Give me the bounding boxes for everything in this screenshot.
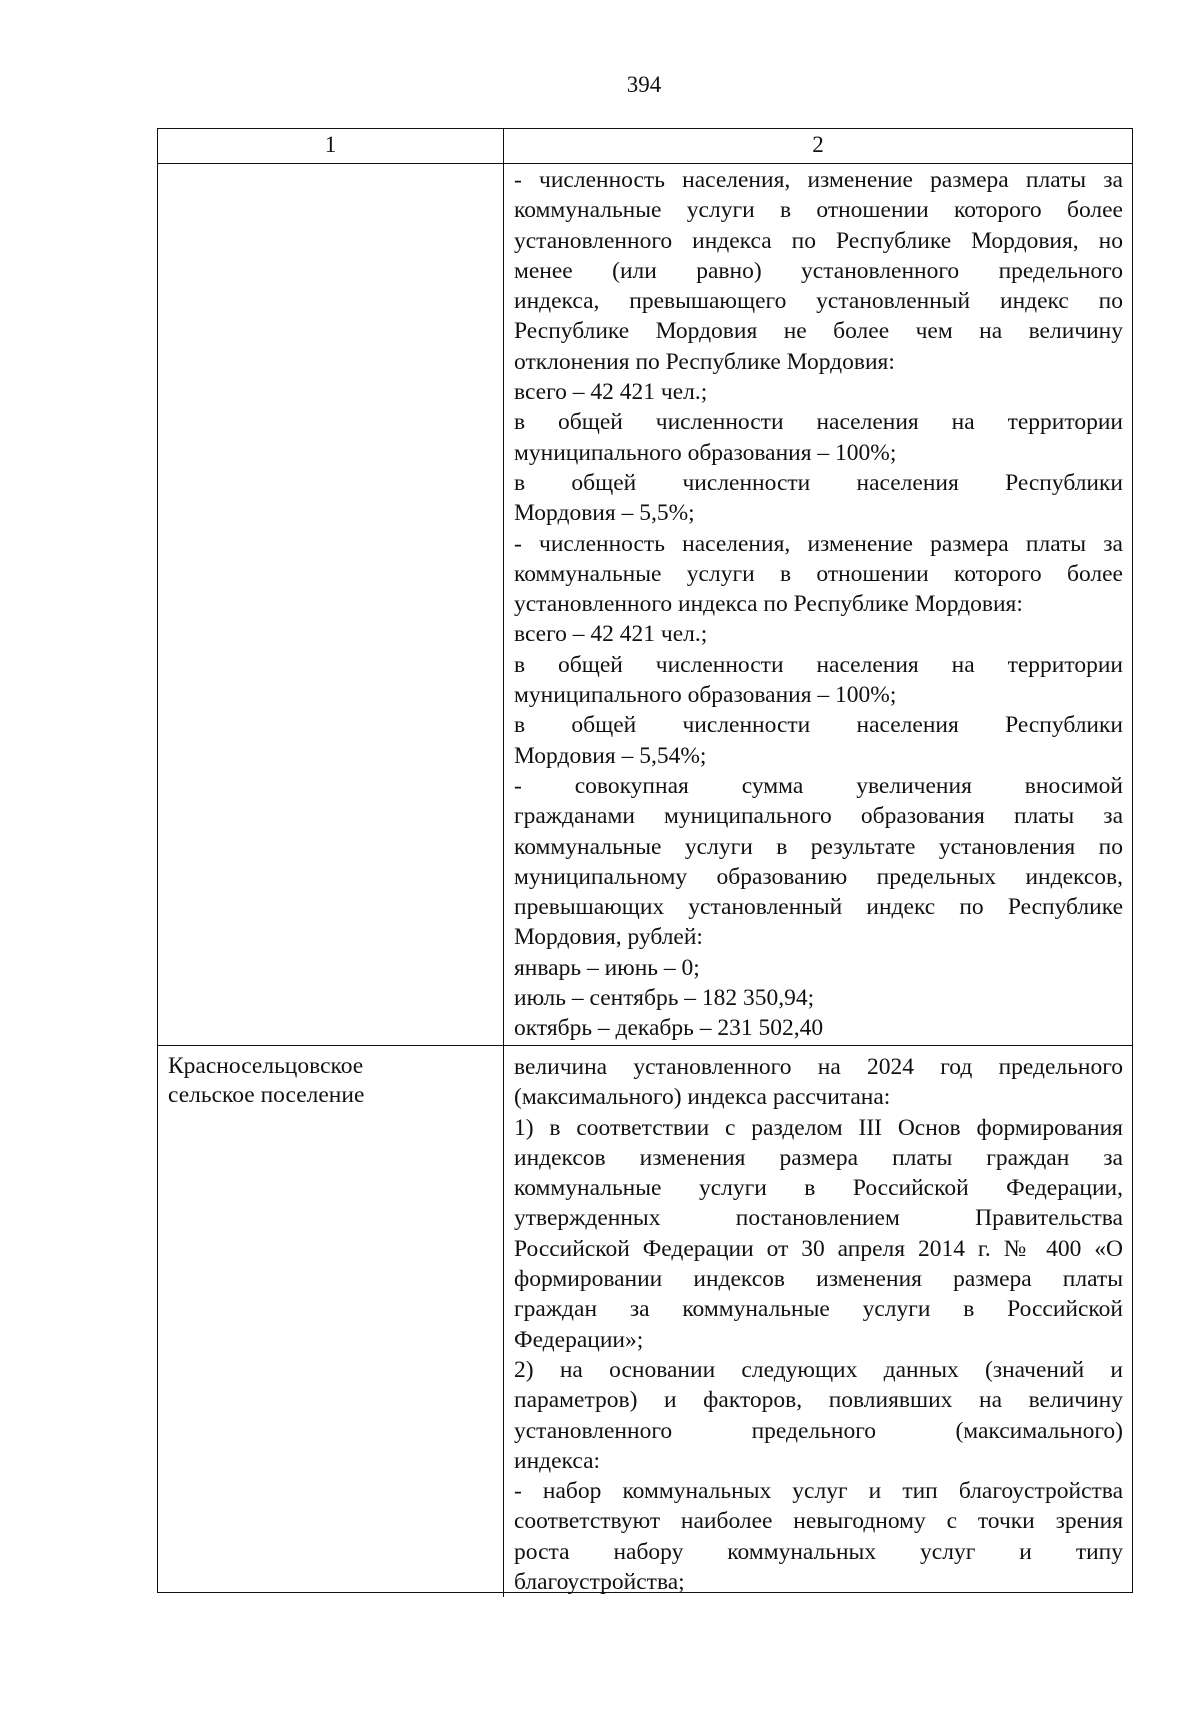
text-line: гражданами муниципального образования платы за — [514, 803, 1123, 830]
row-2-left-cell — [158, 1045, 503, 1597]
text-line: благоустройства; — [514, 1569, 685, 1596]
row-2-right-cell — [503, 1045, 1132, 1597]
table-header-col-2: 2 — [503, 129, 1132, 163]
municipality-name-line: Красносельцовское — [168, 1053, 364, 1079]
text-line: установленного предельного (максимального) — [514, 1417, 1123, 1444]
text-line: - численность населения, изменение размера платы за — [514, 167, 1123, 193]
text-line: январь – июнь – 0; — [514, 954, 700, 981]
text-line: всего – 42 421 чел.; — [514, 379, 708, 406]
row-1-left-cell — [158, 163, 503, 1045]
text-line: в общей численности населения на территории — [514, 409, 1123, 436]
text-line: превышающих установленный индекс по Республике — [514, 894, 1123, 921]
text-line: (максимального) индекса рассчитана: — [514, 1084, 891, 1111]
text-line: соответствуют наиболее невыгодному с точки зрения — [514, 1508, 1123, 1535]
text-line: 2) на основании следующих данных (значений и — [514, 1356, 1123, 1383]
text-line: Федерации»; — [514, 1326, 644, 1353]
text-line: июль – сентябрь – 182 350,94; — [514, 985, 815, 1012]
text-line: муниципального образования – 100%; — [514, 682, 897, 709]
text-line: параметров) и факторов, повлиявших на величину — [514, 1387, 1123, 1414]
text-line: в общей численности населения на территории — [514, 651, 1123, 678]
text-line: коммунальные услуги в отношении которого более — [514, 197, 1123, 224]
text-line: всего – 42 421 чел.; — [514, 621, 708, 648]
text-line: Мордовия – 5,5%; — [514, 500, 695, 527]
document-table — [157, 128, 1133, 1596]
text-line: отклонения по Республике Мордовия: — [514, 348, 895, 375]
text-line: коммунальные услуги в результате установления по — [514, 833, 1123, 860]
text-line: роста набору коммунальных услуг и типу — [514, 1538, 1123, 1565]
text-line: октябрь – декабрь – 231 502,40 — [514, 1015, 824, 1042]
text-line: индекса: — [514, 1447, 601, 1474]
text-line: - численность населения, изменение размера платы за — [514, 530, 1123, 557]
row-1-right-cell — [503, 163, 1132, 1045]
text-line: менее (или равно) установленного предельного — [514, 257, 1123, 284]
text-line: индекса, превышающего установленный индекс по — [514, 288, 1123, 315]
text-line: индексов изменения размера платы граждан за — [514, 1144, 1123, 1171]
text-line: коммунальные услуги в отношении которого более — [514, 560, 1123, 587]
text-line: в общей численности населения Республики — [514, 712, 1123, 739]
text-line: Мордовия – 5,54%; — [514, 742, 707, 769]
text-line: в общей численности населения Республики — [514, 469, 1123, 496]
text-line: утвержденных постановлением Правительства — [514, 1205, 1123, 1232]
text-line: - совокупная сумма увеличения вносимой — [514, 772, 1123, 799]
text-line: - набор коммунальных услуг и тип благоустройства — [514, 1478, 1123, 1505]
text-line: 1) в соответствии с разделом III Основ формирования — [514, 1114, 1123, 1141]
municipality-name-line: сельское поселение — [168, 1082, 365, 1108]
text-line: Российской Федерации от 30 апреля 2014 г. № 400 «О — [514, 1235, 1123, 1262]
text-line: установленного индекса по Республике Мордовия: — [514, 591, 1023, 618]
text-line: коммунальные услуги в Российской Федерации, — [514, 1175, 1123, 1202]
text-line: Республике Мордовия не более чем на величину — [514, 318, 1123, 345]
text-line: муниципальному образованию предельных индексов, — [514, 863, 1123, 890]
text-line: муниципального образования – 100%; — [514, 439, 897, 466]
text-line: формировании индексов изменения размера платы — [514, 1266, 1123, 1293]
text-line: Мордовия, рублей: — [514, 924, 703, 951]
table-header-col-1: 1 — [324, 132, 337, 157]
page-number: 394 — [626, 72, 662, 97]
text-line: граждан за коммунальные услуги в Российской — [514, 1296, 1123, 1323]
text-line: величина установленного на 2024 год предельного — [514, 1054, 1123, 1080]
text-line: установленного индекса по Республике Мордовия, но — [514, 227, 1123, 254]
